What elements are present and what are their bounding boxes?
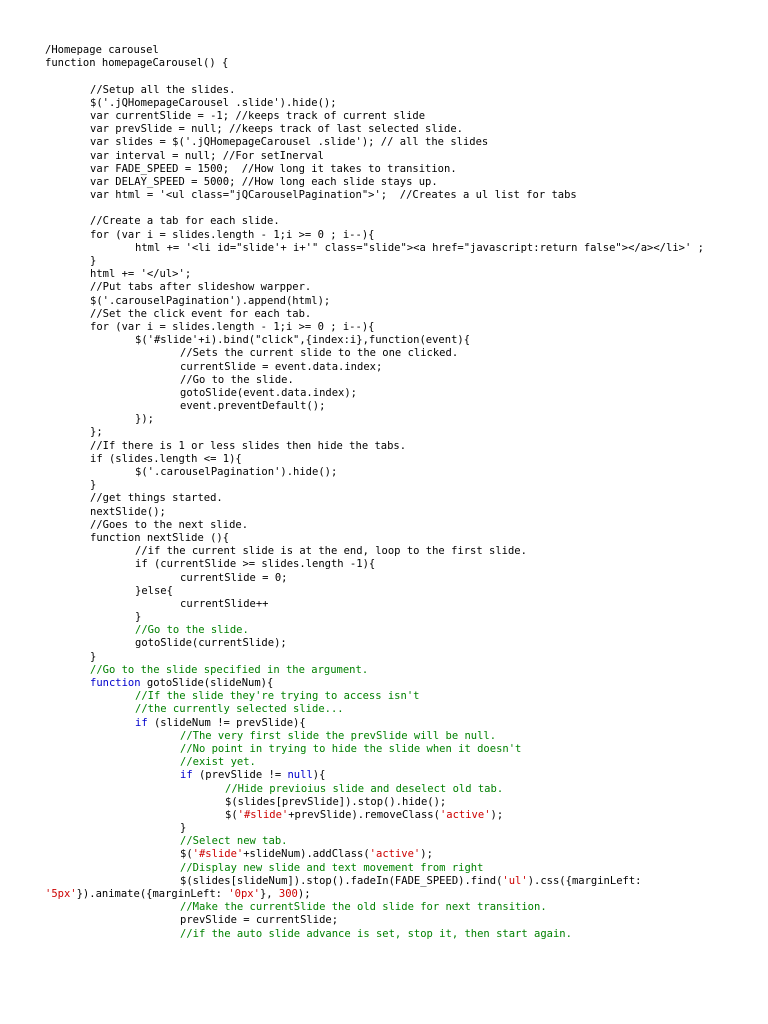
code-line: //Set the click event for each tab. (90, 307, 312, 320)
code-line: var currentSlide = -1; //keeps track of current slide (90, 109, 426, 122)
code-line: //Setup all the slides. (90, 83, 236, 96)
code-line: $(slides[prevSlide]).stop().hide(); (225, 795, 447, 808)
code-line: $('.carouselPagination').hide(); (135, 466, 338, 478)
code-line: //Display new slide and text movement from right (180, 861, 484, 874)
code-line: }else{ (135, 584, 173, 597)
code-line: //The very first slide the prevSlide will be null. (180, 729, 497, 742)
code-line: nextSlide(); (90, 505, 166, 518)
code-line: if (slideNum != prevSlide){ (135, 716, 306, 729)
code-line: var html = '<ul class="jQCarouselPagination">'; //Creates a ul list for tabs (90, 189, 577, 202)
code-line (0, 202, 768, 215)
code-line: var FADE_SPEED = 1500; //How long it takes to transition. (90, 162, 457, 175)
code-line: event.preventDefault(); (180, 400, 326, 413)
code-line: gotoSlide(currentSlide); (135, 637, 287, 650)
code-line: prevSlide = currentSlide; (180, 914, 339, 927)
code-line: //if the auto slide advance is set, stop it, then start again. (180, 927, 572, 940)
code-document (0, 44, 768, 941)
code-line: //Go to the slide. (135, 624, 249, 637)
code-line: function homepageCarousel() { (45, 57, 229, 70)
code-line: } (90, 255, 97, 267)
code-line: var interval = null; //For setInerval (90, 149, 324, 162)
code-line: //Go to the slide. (180, 373, 294, 386)
code-line: //the currently selected slide... (135, 703, 344, 716)
code-line: html += '</ul>'; (90, 268, 192, 281)
code-line: //If the slide they're trying to access isn't (135, 690, 420, 703)
code-line: $('#slide'+i).bind("click",{index:i},function(event){ (135, 334, 471, 347)
code-line: for (var i = slides.length - 1;i >= 0 ; i--){ (90, 228, 375, 241)
code-line: } (135, 611, 142, 624)
code-line: for (var i = slides.length - 1;i >= 0 ; i--){ (90, 320, 375, 333)
code-line: currentSlide++ (180, 597, 269, 610)
code-line: //if the current slide is at the end, loop to the first slide. (135, 545, 527, 558)
code-line: var prevSlide = null; //keeps track of last selected slide. (90, 123, 463, 136)
code-line: } (90, 479, 97, 492)
code-line: $('#slide'+prevSlide).removeClass('active'); (225, 808, 504, 821)
code-line: '5px'}).animate({marginLeft: '0px'}, 300); (45, 888, 311, 900)
code-line: $('.jQHomepageCarousel .slide').hide(); (90, 96, 337, 109)
code-line: currentSlide = 0; (180, 571, 288, 584)
code-line: currentSlide = event.data.index; (180, 360, 383, 373)
code-line: if (prevSlide != null){ (180, 769, 326, 782)
code-line: //get things started. (90, 492, 223, 505)
code-line: } (180, 822, 187, 835)
code-line: function nextSlide (){ (90, 531, 230, 544)
code-line (0, 70, 768, 83)
code-line: //Select new tab. (180, 835, 288, 848)
code-line: }; (90, 426, 103, 439)
code-line: if (slides.length <= 1){ (90, 452, 242, 465)
code-line: $('.carouselPagination').append(html); (90, 294, 331, 307)
code-line: /Homepage carousel (45, 44, 159, 56)
code-line: }); (135, 413, 154, 426)
code-line: $('#slide'+slideNum).addClass('active'); (180, 848, 433, 861)
code-line: //Go to the slide specified in the argument. (90, 663, 369, 676)
code-line: //Sets the current slide to the one clicked. (180, 347, 459, 360)
code-line: //Goes to the next slide. (90, 518, 249, 531)
code-line: html += '<li id="slide'+ i+'" class="slide"><a href="javascript:return false"></a></li>' ; (135, 241, 704, 254)
code-line: var DELAY_SPEED = 5000; //How long each slide stays up. (90, 175, 438, 188)
code-line: //Put tabs after slideshow warpper. (90, 281, 312, 294)
code-line: if (currentSlide >= slides.length -1){ (135, 558, 376, 571)
code-line: //Create a tab for each slide. (90, 215, 280, 228)
code-line: //No point in trying to hide the slide when it doesn't (180, 742, 522, 755)
code-line: //exist yet. (180, 756, 256, 769)
code-line: $(slides[slideNum]).stop().fadeIn(FADE_SPEED).find('ul').css({marginLeft: (180, 874, 642, 887)
code-line: function gotoSlide(slideNum){ (90, 677, 274, 689)
code-line: //If there is 1 or less slides then hide the tabs. (90, 439, 407, 452)
code-line: } (90, 650, 97, 663)
code-line: gotoSlide(event.data.index); (180, 386, 358, 399)
code-line: //Make the currentSlide the old slide for next transition. (180, 901, 547, 914)
code-line: var slides = $('.jQHomepageCarousel .slide'); // all the slides (90, 136, 489, 149)
code-line: //Hide previoius slide and deselect old tab. (225, 782, 504, 795)
